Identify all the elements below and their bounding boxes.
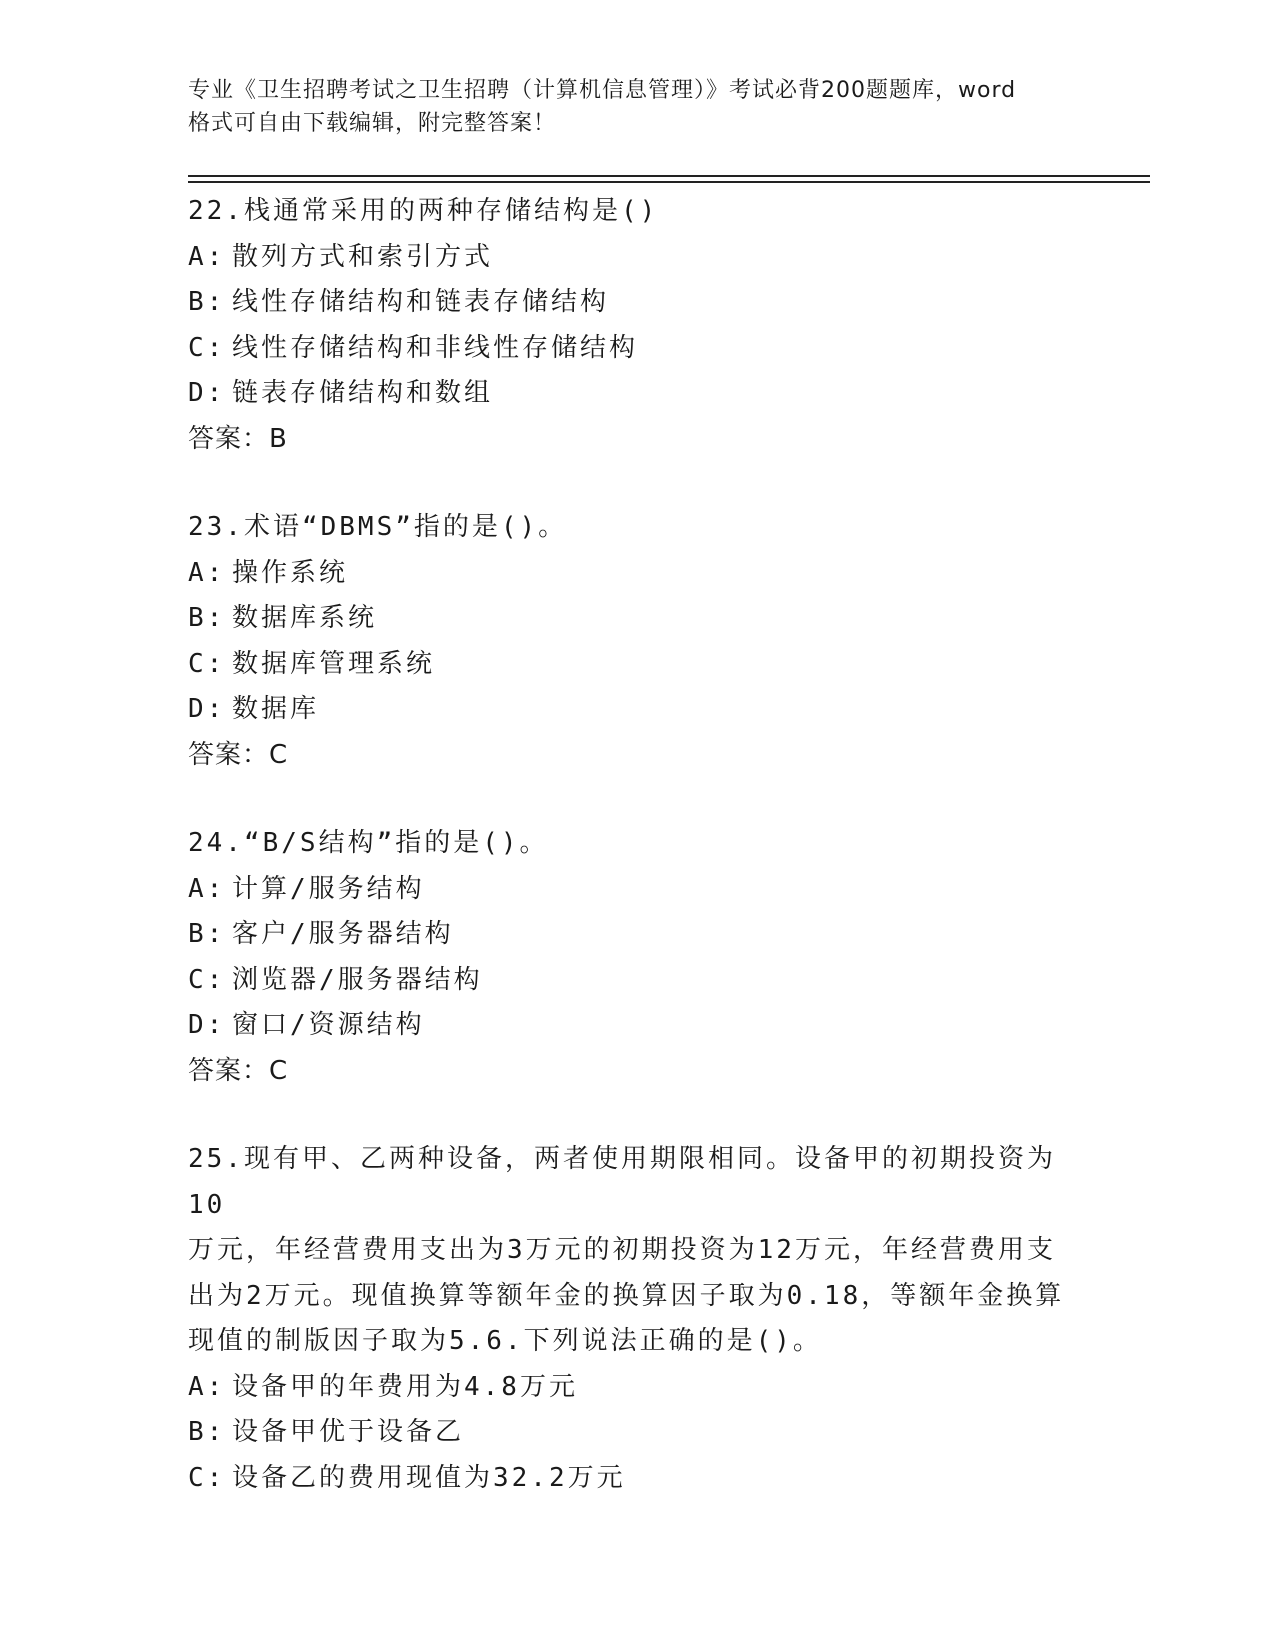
option-text: 数据库 (232, 694, 320, 724)
option-letter: C: (188, 648, 226, 679)
option-text: 浏览器/服务器结构 (232, 964, 483, 995)
option-letter: D: (188, 694, 226, 724)
question-stem: 24.“B/S结构”指的是()。 (188, 828, 549, 858)
question-24 (188, 821, 1088, 1094)
option-d (188, 1003, 1088, 1049)
option-text: 设备甲优于设备乙 (232, 1417, 465, 1447)
option-text: 窗口/资源结构 (232, 1010, 425, 1040)
option-letter: A: (188, 873, 226, 904)
question-25 (188, 1137, 1088, 1501)
header-line-1: 专业《卫生招聘考试之卫生招聘（计算机信息管理）》考试必背200题题库，word (188, 78, 1017, 103)
option-letter: D: (188, 378, 226, 408)
header-divider-bottom (188, 181, 1150, 183)
option-letter: A: (188, 1371, 226, 1402)
option-letter: C: (188, 964, 226, 995)
option-letter: A: (188, 557, 226, 588)
question-22 (188, 189, 1088, 462)
option-letter: A: (188, 241, 226, 272)
option-text: 设备乙的费用现值为32.2万元 (232, 1462, 626, 1493)
header-line-2: 格式可自由下载编辑，附完整答案！ (188, 111, 557, 136)
option-c (188, 642, 1088, 688)
document-header (188, 74, 1088, 140)
option-d (188, 371, 1088, 417)
option-text: 数据库系统 (232, 603, 378, 633)
option-letter: B: (188, 1417, 226, 1447)
option-text: 操作系统 (232, 557, 349, 588)
option-text: 链表存储结构和数组 (232, 378, 494, 408)
option-b (188, 1410, 1088, 1456)
option-text: 散列方式和索引方式 (232, 241, 494, 272)
option-b (188, 280, 1088, 326)
option-a (188, 1365, 1088, 1411)
question-stem: 22.栈通常采用的两种存储结构是() (188, 196, 659, 226)
option-letter: C: (188, 1462, 226, 1493)
option-a (188, 551, 1088, 597)
option-text: 计算/服务结构 (232, 873, 425, 904)
option-c (188, 1456, 1088, 1502)
option-a (188, 867, 1088, 913)
option-b (188, 596, 1088, 642)
option-text: 线性存储结构和非线性存储结构 (232, 332, 639, 363)
option-b (188, 912, 1088, 958)
question-stem-line-4: 现值的制版因子取为5.6.下列说法正确的是()。 (188, 1326, 822, 1356)
answer-label: 答案：B (188, 423, 288, 454)
option-c (188, 326, 1088, 372)
option-text: 设备甲的年费用为4.8万元 (232, 1371, 578, 1402)
option-letter: B: (188, 603, 226, 633)
question-stem-line-3: 出为2万元。现值换算等额年金的换算因子取为0.18，等额年金换算 (188, 1280, 1065, 1311)
option-a (188, 235, 1088, 281)
option-text: 线性存储结构和链表存储结构 (232, 287, 610, 317)
option-letter: D: (188, 1010, 226, 1040)
option-c (188, 958, 1088, 1004)
question-23 (188, 505, 1088, 778)
question-stem-line-1: 25.现有甲、乙两种设备，两者使用期限相同。设备甲的初期投资为10 (188, 1144, 1056, 1220)
answer-label: 答案：C (188, 1055, 289, 1086)
option-d (188, 687, 1088, 733)
option-text: 数据库管理系统 (232, 648, 436, 679)
answer-label: 答案：C (188, 739, 289, 770)
option-text: 客户/服务器结构 (232, 919, 454, 949)
question-stem: 23.术语“DBMS”指的是()。 (188, 512, 568, 542)
option-letter: C: (188, 332, 226, 363)
question-list (188, 189, 1088, 1544)
option-letter: B: (188, 287, 226, 317)
header-divider-top (188, 175, 1150, 177)
question-stem-line-2: 万元，年经营费用支出为3万元的初期投资为12万元，年经营费用支 (188, 1235, 1056, 1265)
option-letter: B: (188, 919, 226, 949)
